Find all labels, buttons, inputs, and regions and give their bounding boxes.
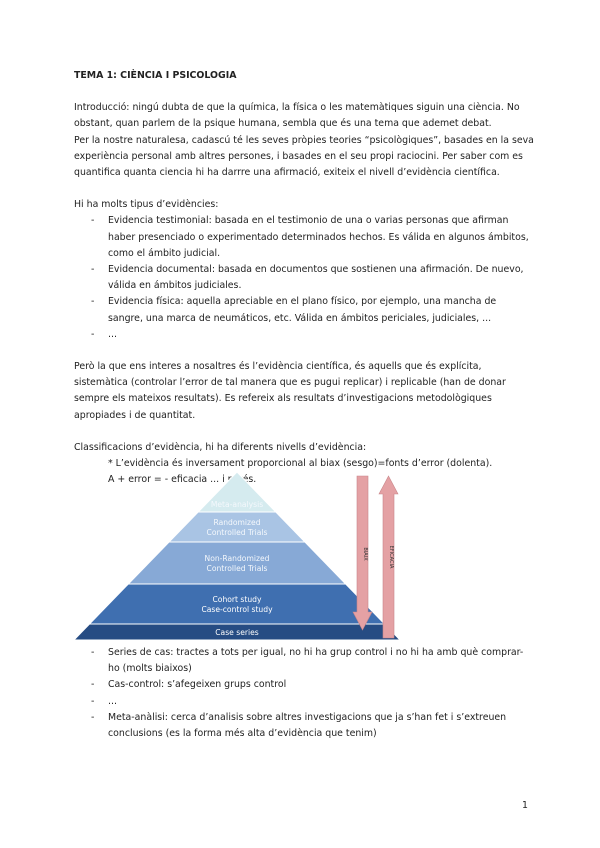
pyramid-level-label: Non-Randomized xyxy=(204,554,270,563)
page-number: 1 xyxy=(522,800,528,811)
evidence-pyramid xyxy=(74,472,404,642)
intro-paragraph-2: Per la nostre naturalesa, cadascú té les seves pròpies teories “psicològiques”, basades en la seva experiència personal amb altres persones, i basades en el seu propi raciocini. Per saber com es quantifica quanta ciencia hi ha darrre una afirmació, exiteix el nivell d’evidència científica. xyxy=(74,134,534,179)
types-intro: Hi ha molts tipus d’evidències: xyxy=(74,199,219,211)
study-types-list xyxy=(74,645,534,742)
evidence-types-list xyxy=(74,213,534,343)
pyramid-level-label: Cohort study xyxy=(212,595,262,604)
pyramid-level-label: Meta-analysis xyxy=(210,500,264,509)
list-item: - ... xyxy=(108,327,534,343)
classification-note-1: * L’evidència és inversament proporcional al biax (sesgo)=fonts d’error (dolenta). xyxy=(108,458,493,470)
list-item: - Series de cas: tractes a tots per igual, no hi ha grup control i no hi ha amb què comprar-ho (molts biaixos) xyxy=(108,645,534,677)
pyramid-level-label: Case series xyxy=(215,628,259,637)
intro-paragraph-1: Introducció: ningú dubta de que la química, la física o les matemàtiques siguin una ciència. No obstant, quan parlem de la psique humana, sembla que és una tema que ademet debat. xyxy=(74,102,520,130)
evidence-pyramid-figure xyxy=(74,472,404,642)
classification-note-2: A + error = - eficacia ... i revés. xyxy=(108,474,257,486)
list-item: - ... xyxy=(108,694,534,710)
scientific-paragraph: Però la que ens interes a nosaltres és l’evidència científica, és aquells que és explícita, sistemàtica (controlar l’error de tal manera que es pugui replicar) i replicable (han de donar sempre els mateixos resultats). Es refereix als resultats d’investigacions metodològiques apropiades i de quantitat. xyxy=(74,361,506,421)
list-item: - Cas-control: s’afegeixen grups control xyxy=(108,677,534,693)
list-item: - Evidencia documental: basada en documentos que sostienen una afirmación. De nuevo, válida en ámbitos judiciales. xyxy=(108,262,534,294)
pyramid-level-label: Randomized xyxy=(213,518,261,527)
pyramid-level-label: Controlled Trials xyxy=(206,528,268,537)
classification-intro: Classificacions d’evidència, hi ha diferents nivells d’evidència: xyxy=(74,441,367,453)
pyramid-level-label: Controlled Trials xyxy=(206,564,268,573)
efficacy-arrow-label: EFICACIA xyxy=(388,545,394,569)
bias-arrow-label: BIAIX xyxy=(362,547,368,561)
list-item: - Meta-anàlisi: cerca d’analisis sobre altres investigacions que ja s’han fet i s’extreuen conclusions (es la forma més alta d’evidència que tenim) xyxy=(108,710,534,742)
pyramid-level-2 xyxy=(169,512,305,542)
pyramid-level-3 xyxy=(128,542,345,584)
list-item: - Evidencia testimonial: basada en el testimonio de una o varias personas que afirman haber presenciado o experimentado determinados hechos. Es válida en algunos ámbitos, como el ámbito judicial. xyxy=(108,213,534,262)
list-item: - Evidencia física: aquella apreciable en el plano físico, por ejemplo, una mancha de sangre, una marca de neumáticos, etc. Válida en ámbitos periciales, judiciales, ... xyxy=(108,294,534,326)
page-title: TEMA 1: CIÈNCIA I PSICOLOGIA xyxy=(74,70,237,81)
pyramid-level-label: Case-control study xyxy=(201,605,273,614)
document-body xyxy=(74,68,534,488)
study-types-section xyxy=(74,645,534,742)
pyramid-level-4 xyxy=(90,584,385,624)
